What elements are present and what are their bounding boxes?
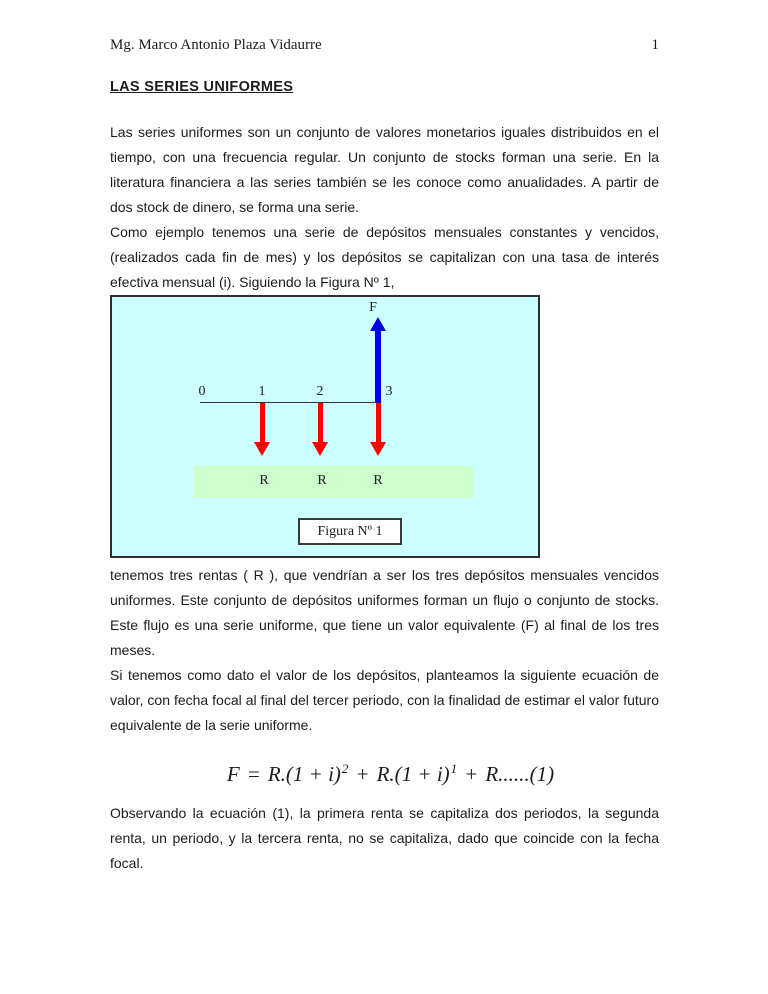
down-arrow-head: [370, 442, 386, 456]
equation-tail: R......(1): [485, 762, 555, 786]
rent-label-3: R: [373, 473, 383, 488]
page-header: [110, 37, 659, 54]
paragraph-value-equation: Si tenemos como dato el valor de los depósitos, planteamos la siguiente ecuación de valor, con fecha focal al final del tercer periodo, con la finalidad de estimar el valor futuro equivalente de la serie uniforme.: [110, 667, 659, 733]
down-arrow-shaft: [318, 403, 323, 442]
timeline-label-0: 0: [198, 384, 206, 399]
page-number: 1: [651, 37, 659, 53]
equation-term1-exponent: 2: [341, 761, 349, 776]
equation-1: [110, 762, 659, 787]
paragraph-observation: Observando la ecuación (1), la primera renta se capitaliza dos periodos, la segunda renta, un periodo, y la tercera renta, no se capitaliza, dado que coincide con la fecha focal.: [110, 805, 659, 871]
equation-term2-exponent: 1: [450, 761, 458, 776]
equation-lhs: F: [226, 762, 240, 786]
timeline-label-3: 3: [385, 384, 393, 399]
paragraph-rents: tenemos tres rentas ( R ), que vendrían a ser los tres depósitos mensuales vencidos uniformes. Este conjunto de depósitos uniformes forman un flujo o conjunto de stocks. Este flujo es una serie uniforme, que tiene un valor equivalente (F) al final de los tres meses.: [110, 567, 659, 658]
rent-label-2: R: [317, 473, 327, 488]
down-arrow-head: [254, 442, 270, 456]
deposit-down-arrow-icon-1: [254, 403, 270, 456]
down-arrow-head: [312, 442, 328, 456]
figure-1-diagram: [110, 295, 540, 558]
figure-caption-box: [298, 518, 402, 545]
equation-plus-1: +: [355, 762, 370, 786]
equation-plus-2: +: [464, 762, 479, 786]
rent-label-1: R: [259, 473, 269, 488]
figure-caption: Figura Nº 1: [317, 523, 383, 539]
deposit-down-arrow-icon-3: [370, 403, 386, 456]
document-title: LAS SERIES UNIFORMES: [110, 79, 294, 95]
timeline-label-1: 1: [258, 384, 266, 399]
timeline-label-2: 2: [316, 384, 324, 399]
equation-term1: R.(1 + i): [267, 762, 341, 786]
paragraph-example: Como ejemplo tenemos una serie de depósitos mensuales constantes y vencidos, (realizados cada fin de mes) y los depósitos se capitalizan con una tasa de interés efectiva mensual (i). Siguiendo la Figura Nº 1,: [110, 224, 659, 290]
down-arrow-shaft: [260, 403, 265, 442]
author-name: Mg. Marco Antonio Plaza Vidaurre: [110, 37, 322, 53]
equation-equals: =: [246, 762, 261, 786]
paragraph-definition: Las series uniformes son un conjunto de valores monetarios iguales distribuidos en el tiempo, con una frecuencia regular. Un conjunto de stocks forman una serie. En la literatura financiera a las series también se les conoce como anualidades. A partir de dos stock de dinero, se forma una serie.: [110, 124, 659, 215]
rent-band: [194, 466, 473, 498]
down-arrow-shaft: [376, 403, 381, 442]
future-value-label: F: [369, 300, 377, 315]
timeline-axis: [200, 402, 378, 403]
up-arrow-head: [370, 317, 386, 331]
equation-term2: R.(1 + i): [376, 762, 450, 786]
deposit-down-arrow-icon-2: [312, 403, 328, 456]
